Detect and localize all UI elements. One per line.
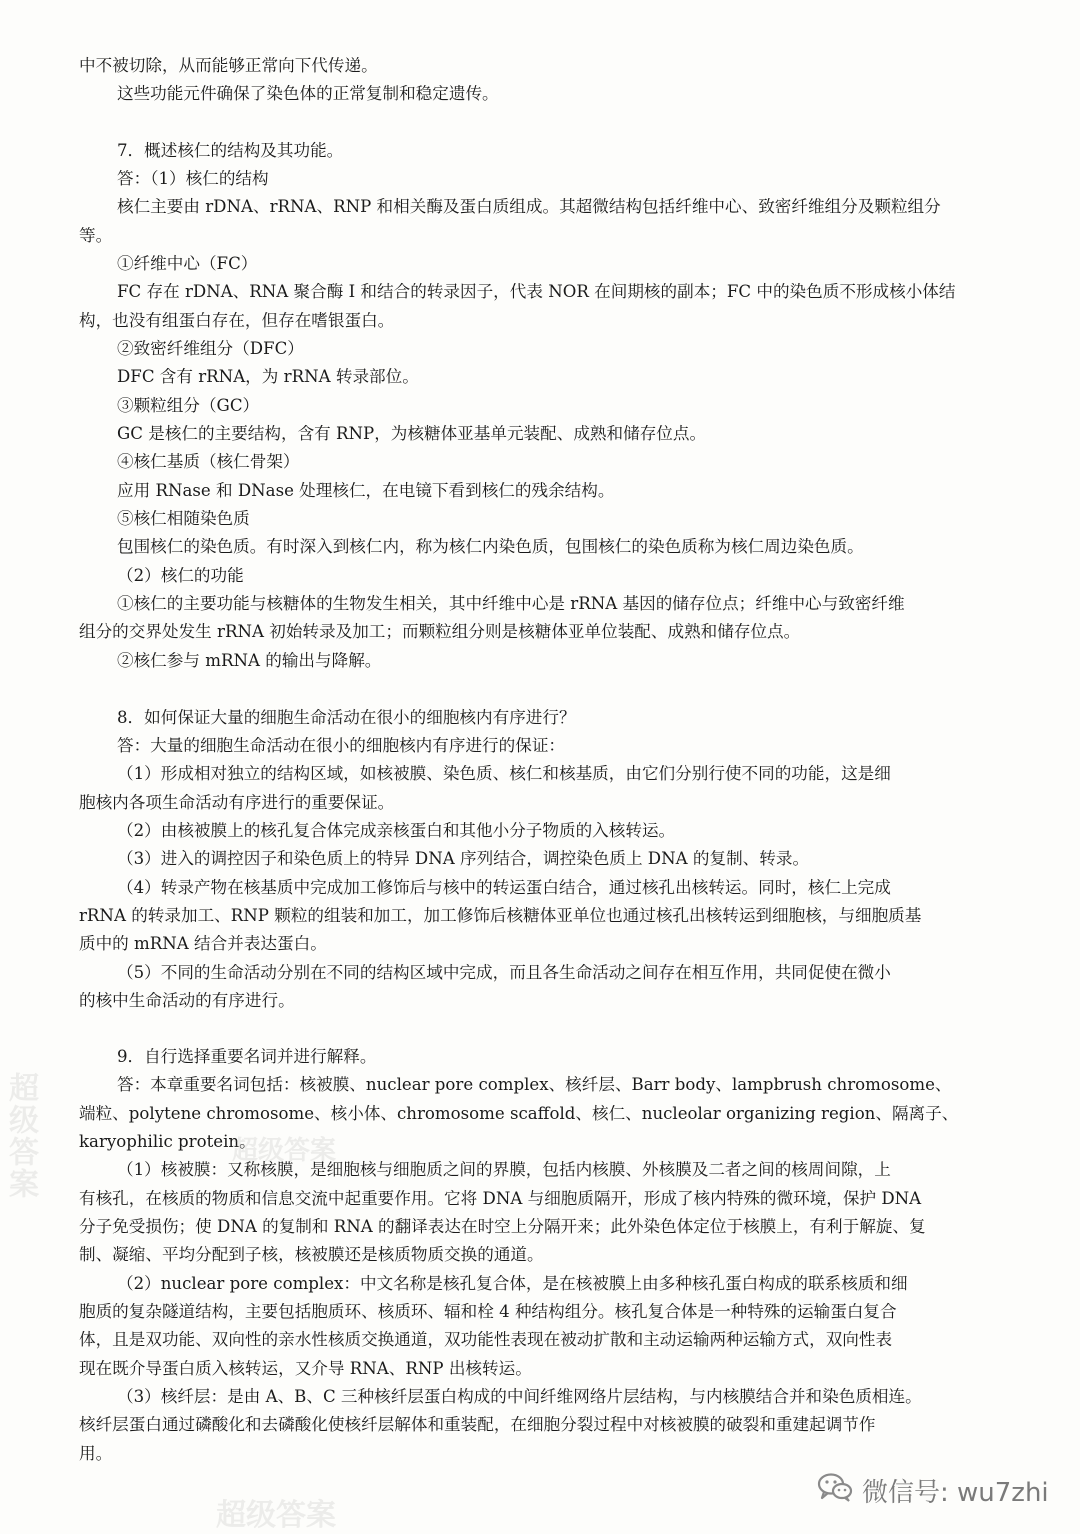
text-line: 核纤层蛋白通过磷酸化和去磷酸化使核纤层解体和重装配，在细胞分裂过程中对核被膜的破裂和重建起调节作 (79, 1415, 876, 1434)
text-line: （5）不同的生命活动分别在不同的结构区域中完成，而且各生命活动之间存在相互作用，共同促使在微小 (117, 963, 891, 982)
text-line: 有核孔，在核质的物质和信息交流中起重要作用。它将 DNA 与细胞质隔开，形成了核内特殊的微环境，保护 DNA (79, 1189, 922, 1208)
text-line: （1）形成相对独立的结构区域，如核被膜、染色质、核仁和核基质，由它们分别行使不同的功能，这是细 (117, 764, 891, 783)
question-heading: 7．概述核仁的结构及其功能。 (117, 141, 344, 160)
text-line: （4）转录产物在核基质中完成加工修饰后与核中的转运蛋白结合，通过核孔出核转运。同时，核仁上完成 (117, 878, 891, 897)
question-heading: 9．自行选择重要名词并进行解释。 (117, 1047, 377, 1066)
text-line: 胞核内各项生命活动有序进行的重要保证。 (79, 793, 395, 812)
wechat-account-label (816, 1470, 1049, 1510)
question-heading: 8．如何保证大量的细胞生命活动在很小的细胞核内有序进行？ (117, 708, 576, 727)
text-line: 等。 (79, 226, 113, 245)
text-line: （2）由核被膜上的核孔复合体完成亲核蛋白和其他小分子物质的入核转运。 (117, 821, 676, 840)
text-line: 应用 RNase 和 DNase 处理核仁，在电镜下看到核仁的残余结构。 (117, 481, 615, 500)
text-line: 现在既介导蛋白质入核转运，又介导 RNA、RNP 出核转运。 (79, 1359, 532, 1378)
text-line: karyophilic protein。 (79, 1132, 256, 1151)
text-line: DFC 含有 rRNA，为 rRNA 转录部位。 (117, 367, 419, 386)
text-line: 胞质的复杂隧道结构，主要包括胞质环、核质环、辐和栓 4 种结构组分。核孔复合体是一种特殊的运输蛋白复合 (79, 1302, 897, 1321)
text-line: 构，也没有组蛋白存在，但存在嗜银蛋白。 (79, 311, 395, 330)
text-line: 中不被切除，从而能够正常向下代传递。 (79, 56, 378, 75)
watermark-side: 超级答案 (3, 1072, 38, 1200)
text-line: ③颗粒组分（GC） (117, 396, 260, 415)
wechat-icon (816, 1471, 854, 1510)
text-line: GC 是核仁的主要结构，含有 RNP，为核糖体亚基单元装配、成熟和储存位点。 (117, 424, 707, 443)
text-line: 制、凝缩、平均分配到子核，核被膜还是核质物质交换的通道。 (79, 1245, 544, 1264)
text-line: 的核中生命活动的有序进行。 (79, 991, 295, 1010)
text-line: 包围核仁的染色质。有时深入到核仁内，称为核仁内染色质，包围核仁的染色质称为核仁周边染色质。 (117, 537, 864, 556)
text-line: 端粒、polytene chromosome、核小体、chromosome scaffold、核仁、nucleolar organizing region、隔离子、 (79, 1104, 959, 1123)
text-line: （3）进入的调控因子和染色质上的特异 DNA 序列结合，调控染色质上 DNA 的复制、转录。 (117, 849, 810, 868)
text-line: ①纤维中心（FC） (117, 254, 258, 273)
text-line: ②核仁参与 mRNA 的输出与降解。 (117, 651, 382, 670)
text-line: ①核仁的主要功能与核糖体的生物发生相关，其中纤维中心是 rRNA 基因的储存位点；纤维中心与致密纤维 (117, 594, 905, 613)
text-line: 组分的交界处发生 rRNA 初始转录及加工；而颗粒组分则是核糖体亚单位装配、成熟和储存位点。 (79, 622, 801, 641)
text-line: （3）核纤层：是由 A、B、C 三种核纤层蛋白构成的中间纤维网络片层结构，与内核膜结合并和染色质相连。 (117, 1387, 922, 1406)
text-line: 分子免受损伤；使 DNA 的复制和 RNA 的翻译表达在时空上分隔开来；此外染色体定位于核膜上，有利于解旋、复 (79, 1217, 926, 1236)
text-line: 体，且是双功能、双向性的亲水性核质交换通道，双功能性表现在被动扩散和主动运输两种运输方式，双向性表 (79, 1330, 893, 1349)
text-line: 答：（1）核仁的结构 (117, 169, 269, 188)
text-line: （2）核仁的功能 (117, 566, 244, 585)
text-line: 用。 (79, 1444, 113, 1463)
text-line: 答：大量的细胞生命活动在很小的细胞核内有序进行的保证： (117, 736, 566, 755)
text-line: ⑤核仁相随染色质 (117, 509, 250, 528)
text-line: ②致密纤维组分（DFC） (117, 339, 304, 358)
wechat-id-text: 微信号: wu7zhi (862, 1477, 1049, 1508)
text-line: rRNA 的转录加工、RNP 颗粒的组装和加工，加工修饰后核糖体亚单位也通过核孔出核转运到细胞核，与细胞质基 (79, 906, 922, 925)
watermark-middle: 超级答案 (232, 1136, 337, 1166)
text-line: （2）nuclear pore complex：中文名称是核孔复合体，是在核被膜上由多种核孔蛋白构成的联系核质和细 (117, 1274, 908, 1293)
text-line: FC 存在 rDNA、RNA 聚合酶 I 和结合的转录因子，代表 NOR 在间期核的副本；FC 中的染色质不形成核小体结 (117, 282, 956, 301)
text-line: 答：本章重要名词包括：核被膜、nuclear pore complex、核纤层、Barr body、lampbrush chromosome、 (117, 1075, 952, 1094)
text-line: 质中的 mRNA 结合并表达蛋白。 (79, 934, 327, 953)
text-line: ④核仁基质（核仁骨架） (117, 452, 300, 471)
text-line: 这些功能元件确保了染色体的正常复制和稳定遗传。 (117, 84, 499, 103)
watermark-bottom: 超级答案 (216, 1498, 336, 1533)
text-line: 核仁主要由 rDNA、rRNA、RNP 和相关酶及蛋白质组成。其超微结构包括纤维中心、致密纤维组分及颗粒组分 (117, 197, 941, 216)
text-line: （1）核被膜：又称核膜，是细胞核与细胞质之间的界膜，包括内核膜、外核膜及二者之间的核周间隙，上 (117, 1160, 891, 1179)
